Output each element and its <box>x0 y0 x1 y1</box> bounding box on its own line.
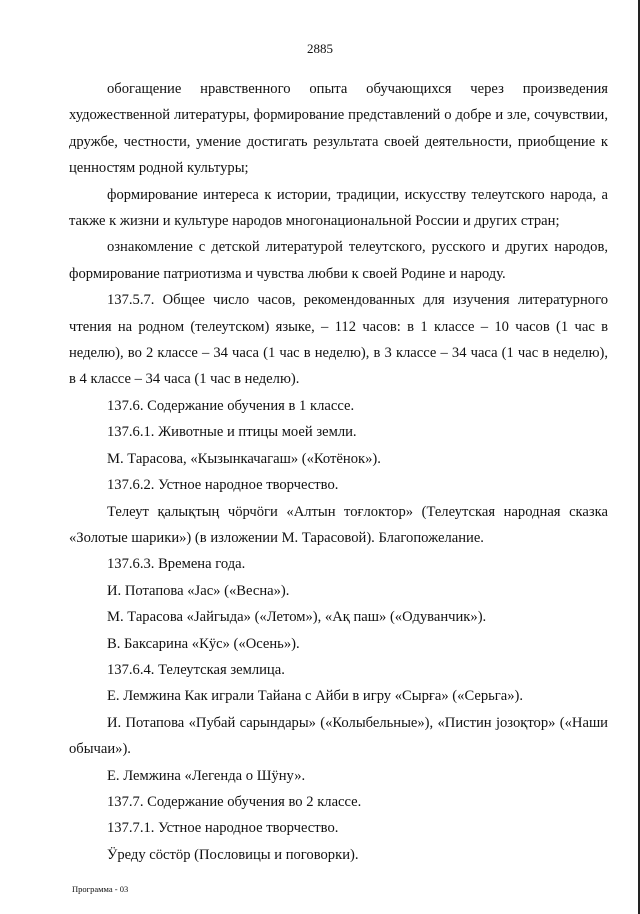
page-number: 2885 <box>307 41 333 56</box>
paragraph-1: обогащение нравственного опыта обучающихся через произведения художественной литературы, формирование представлений о добре и зле, сочувствии, дружбе, честности, умение достигать результата своей деятельности, приобщение к ценностям родной культуры; <box>69 81 608 177</box>
paragraph-11: И. Потапова «Јас» («Весна»). <box>107 582 290 599</box>
paragraph-12: М. Тарасова «Јайгыда» («Летом»), «Ақ паш» («Одуванчик»). <box>107 609 487 626</box>
paragraph-14: 137.6.4. Телеутская землица. <box>107 661 285 678</box>
footer-label: Программа - 03 <box>72 884 129 894</box>
paragraph-2: формирование интереса к истории, традиции, искусству телеутского народа, а также к жизни и культуре народов многонациональной России и других стран; <box>69 186 608 230</box>
paragraph-15: Е. Лемжина Как играли Тайана с Айби в игру «Сырға» («Серьга»). <box>107 688 524 705</box>
paragraph-6: 137.6.1. Животные и птицы моей земли. <box>107 424 357 441</box>
paragraph-9: Телеут қалықтың чӧрчӧги «Алтын тоғлоктор» (Телеутская народная сказка «Золотые шарики») (в изложении М. Тарасовой). Благопожелание. <box>69 503 608 546</box>
paragraph-16: И. Потапова «Пубай сарындары» («Колыбельные»), «Пистин јозоқтор» («Наши обычаи»). <box>69 714 608 758</box>
page-body <box>69 76 608 868</box>
paragraph-10: 137.6.3. Времена года. <box>107 556 246 573</box>
paragraph-18: 137.7. Содержание обучения во 2 классе. <box>107 793 362 810</box>
paragraph-17: Е. Лемжина «Легенда о Шӱну». <box>107 767 306 784</box>
paragraph-3: ознакомление с детской литературой телеутского, русского и других народов, формирование патриотизма и чувства любви к своей Родине и народу. <box>69 239 608 282</box>
paragraph-7: М. Тарасова, «Кызынкачагаш» («Котёнок»). <box>107 450 381 467</box>
paragraph-19: 137.7.1. Устное народное творчество. <box>107 820 339 837</box>
paragraph-20: Ӱреду сӧстӧр (Пословицы и поговорки). <box>107 846 359 863</box>
paragraph-4: 137.5.7. Общее число часов, рекомендованных для изучения литературного чтения на родном (телеутском) языке, – 112 часов: в 1 классе – 10 часов (1 час в неделю), во 2 классе – 34 часа (1 час в неделю), в 3 классе – 34 часа (1 час в неделю), в 4 классе – 34 часа (1 час в неделю). <box>69 292 608 388</box>
paragraph-13: В. Баксарина «Кӱс» («Осень»). <box>107 635 300 652</box>
paragraph-5: 137.6. Содержание обучения в 1 классе. <box>107 397 355 414</box>
paragraph-8: 137.6.2. Устное народное творчество. <box>107 477 339 494</box>
